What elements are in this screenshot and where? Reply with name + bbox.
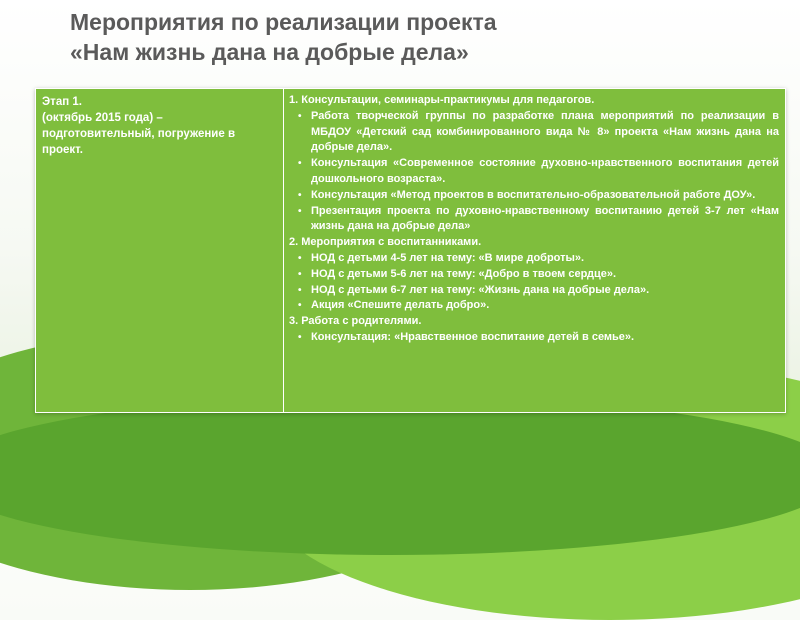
section-title: 1. Консультации, семинары-практикумы для педагогов.	[289, 94, 595, 106]
background-hill-front	[0, 395, 800, 555]
section-children-activities	[289, 235, 779, 314]
slide-title	[70, 7, 770, 67]
slide-title-line-2: «Нам жизнь дана на добрые дела»	[70, 39, 469, 65]
list-item: • Презентация проекта по духовно-нравственному воспитанию детей 3-7 лет «Нам жизнь дана на добрые дела»	[289, 204, 779, 236]
list-item: • Консультация: «Нравственное воспитание детей в семье».	[289, 330, 779, 346]
section-parents-work	[289, 314, 779, 346]
activities-cell	[284, 89, 785, 412]
list-item: • Работа творческой группы по разработке плана мероприятий по реализации в МБДОУ «Детский сад комбинированного вида № 8» проекта «Нам жизнь дана на добрые дела».	[289, 109, 779, 156]
list-item: • НОД с детьми 6-7 лет на тему: «Жизнь дана на добрые дела».	[289, 283, 779, 299]
section-title: 2. Мероприятия с воспитанниками.	[289, 236, 482, 249]
stage-cell	[36, 89, 284, 412]
stage-name: Этап 1.	[42, 96, 82, 108]
list-item: • Консультация «Метод проектов в воспитательно-образовательной работе ДОУ».	[289, 188, 779, 204]
stage-description: (октябрь 2015 года) – подготовительный, погружение в проект.	[42, 112, 236, 156]
slide-title-line-1: Мероприятия по реализации проекта	[70, 9, 497, 35]
section-title: 3. Работа с родителями.	[289, 315, 422, 328]
list-item: • Акция «Спешите делать добро».	[289, 298, 779, 314]
list-item: • Консультация «Современное состояние духовно-нравственного воспитания детей дошкольного возраста».	[289, 156, 779, 188]
list-item: • НОД с детьми 5-6 лет на тему: «Добро в твоем сердце».	[289, 267, 779, 283]
section-consultations	[289, 93, 779, 235]
plan-table	[35, 88, 786, 413]
list-item: • НОД с детьми 4-5 лет на тему: «В мире доброты».	[289, 251, 779, 267]
